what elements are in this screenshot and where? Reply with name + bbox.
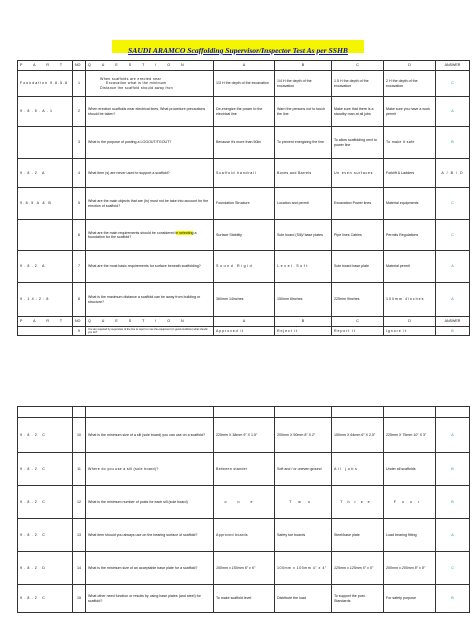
part-cell: 9.8.2 C: [18, 453, 73, 486]
option-c: Excavation Power lines: [332, 188, 384, 220]
option-c: 150mm X 64mm 6" X 2.5": [332, 418, 384, 453]
option-d: Forklift & Ladders: [384, 159, 436, 188]
header-a: A: [214, 317, 275, 327]
part-cell: 9.8.2 A: [18, 159, 73, 188]
option-c: Pipe lines Cables: [332, 220, 384, 251]
question-line: Excavation what is the minimum: [106, 81, 167, 86]
number-cell: 4: [73, 159, 86, 188]
part-cell: 9.8.5 A & B: [18, 188, 73, 220]
number-cell: 11: [73, 453, 86, 486]
answer-cell: B: [436, 486, 470, 519]
header-no: NO: [73, 317, 86, 327]
header-c: C: [332, 61, 384, 71]
question-text: a foundation for the scaffold?: [88, 230, 197, 239]
table-row: [18, 188, 470, 220]
number-cell: 12: [73, 486, 86, 519]
header-no: NO: [73, 61, 86, 71]
number-cell: 7: [73, 251, 86, 283]
option-d: 200mm x 200mm 8" x 8": [384, 552, 436, 585]
part-cell: 9.8.2 C: [18, 585, 73, 613]
option-a: To make scaffold level: [214, 585, 275, 613]
answer-cell: C: [436, 220, 470, 251]
option-c: Make sure that there is a standby man at all jobs: [332, 97, 384, 127]
answer-cell: A: [436, 251, 470, 283]
part-cell: 9.14.2.8: [18, 283, 73, 317]
option-d: Load bearing fitting: [384, 519, 436, 552]
question-cell: What is the maximum distance a scaffold can be away from building or structure?: [86, 283, 214, 317]
option-b: Boxes and Barrels: [275, 159, 332, 188]
table-row: [18, 585, 470, 613]
document-title: SAUDI ARAMCO Scaffolding Supervisor/Inspector Test As per SSHB: [128, 46, 348, 55]
question-cell: What item (s) are never used to support a scaffold?: [86, 159, 214, 188]
question-cell: What is the purpose of posting a LOGOUT/TGOUT?: [86, 127, 214, 159]
number-cell: 6: [73, 220, 86, 251]
option-b: Two: [275, 486, 332, 519]
answer-cell: B: [436, 127, 470, 159]
table-header-row: [18, 61, 470, 71]
question-cell: What is the minimum size of an acceptable base plate for a scaffold?: [86, 552, 214, 585]
question-cell: What is the minimum number of posts for each sill (sole board): [86, 486, 214, 519]
option-a: Sound Rigid: [214, 251, 275, 283]
header-part: P A R T: [18, 61, 73, 71]
option-b: Sole board (Sill)/ base plates: [275, 220, 332, 251]
blank-row: [18, 407, 470, 418]
number-cell: 1: [73, 71, 86, 97]
number-cell: 10: [73, 418, 86, 453]
question-cell: What are the main objects that are (Is) must not be take into account for the erection of scaffold?: [86, 188, 214, 220]
question-line: When scaffolds are erected near: [100, 77, 162, 82]
header-c: C: [332, 317, 384, 327]
header-answer: ANSWER: [436, 317, 470, 327]
header-b: B: [275, 61, 332, 71]
question-cell: [86, 220, 214, 251]
option-c: 125mm x 125mm 5" x 5": [332, 552, 384, 585]
part-cell: [18, 127, 73, 159]
header-question: Q U E S T I O N: [86, 61, 214, 71]
option-d: Ignore it: [384, 327, 436, 336]
part-cell: 9.8.2 C: [18, 418, 73, 453]
question-cell: When erection scaffolds near electrical lines, What procedure precautions should be taken?: [86, 97, 214, 127]
option-b: Safety toe boards: [275, 519, 332, 552]
option-b: To prevent energizing the line: [275, 127, 332, 159]
option-c: Steel/base plate: [332, 519, 384, 552]
question-cell: What other need function or results by using base plates (and steel) for scaffold?: [86, 585, 214, 613]
option-d: To make it safe: [384, 127, 436, 159]
table-row: [18, 283, 470, 317]
option-d: 225mm X 75mm 10" X 3": [384, 418, 436, 453]
option-c: 225mm 9inches: [332, 283, 384, 317]
table-row: [18, 327, 470, 336]
option-a: Scaffold handrail: [214, 159, 275, 188]
option-a: 225mm X 38mm 9" X 1.5": [214, 418, 275, 453]
option-d: Material equipments: [384, 188, 436, 220]
number-cell: 14: [73, 552, 86, 585]
answer-cell: A: [436, 418, 470, 453]
option-a: 150mm x 150mm 6" x 6": [214, 552, 275, 585]
option-d: Material permit: [384, 251, 436, 283]
answer-cell: B: [436, 585, 470, 613]
question-cell: Where do you use a sill (sole board)?: [86, 453, 214, 486]
table-row: [18, 220, 470, 251]
answer-cell: A / B / D: [436, 159, 470, 188]
number-cell: 5: [73, 188, 86, 220]
option-b: Location and permit: [275, 188, 332, 220]
question-cell: What is the minimum size of a sill (sole board) you can use on a scaffold?: [86, 418, 214, 453]
table-row: [18, 418, 470, 453]
option-a: Approved boards: [214, 519, 275, 552]
question-text: What are the main requirements should be considered: [88, 230, 175, 235]
part-cell: 9.8.2 C: [18, 486, 73, 519]
part-cell: 9.8.5.A.1: [18, 97, 73, 127]
option-c: Sole board base plate: [332, 251, 384, 283]
answer-cell: C: [436, 188, 470, 220]
option-a: Surface Stability: [214, 220, 275, 251]
question-table-2: [17, 406, 470, 613]
header-answer: ANSWER: [436, 61, 470, 71]
option-b: Distribute the load: [275, 585, 332, 613]
part-cell: 9.8.2 C: [18, 519, 73, 552]
answer-cell: B: [436, 453, 470, 486]
option-b: 150mm 6inches: [275, 283, 332, 317]
option-c: To support the post. Standards: [332, 585, 384, 613]
document-title-banner: [112, 40, 364, 53]
question-cell: You are required by supervisor of the line to report or use the equipment (in good condition) what should you do?: [86, 327, 214, 336]
table-row: [18, 519, 470, 552]
part-cell: Foundation 9.8.5.8: [18, 71, 73, 97]
option-b: Warn the persons not to touch the line: [275, 97, 332, 127]
table-row: [18, 453, 470, 486]
option-d: For safety purpose: [384, 585, 436, 613]
option-a: Approved it: [214, 327, 275, 336]
option-b: Level Soft: [275, 251, 332, 283]
question-cell: What item should you always use on the bearing surface of scaffold?: [86, 519, 214, 552]
option-b: 1/4 H the depth of the excavation: [275, 71, 332, 97]
number-cell: 13: [73, 519, 86, 552]
number-cell: 8: [73, 283, 86, 317]
option-b: Reject it: [275, 327, 332, 336]
option-a: De-energize the power to the electrical line: [214, 97, 275, 127]
option-a: Because it's more than 50kv: [214, 127, 275, 159]
option-c: Un even surfaces: [332, 159, 384, 188]
option-d: Permits Regulations: [384, 220, 436, 251]
option-a: Foundation Structure: [214, 188, 275, 220]
option-d: 100mm 4inches: [384, 283, 436, 317]
header-d: D: [384, 61, 436, 71]
option-a: 1/3 H the depth of the excavation: [214, 71, 275, 97]
option-c: To allow scaffolding next to power line: [332, 127, 384, 159]
table-row: [18, 71, 470, 97]
answer-cell: A: [436, 519, 470, 552]
answer-cell: B: [436, 327, 470, 336]
header-part: P A R T: [18, 317, 73, 327]
header-b: B: [275, 317, 332, 327]
option-d: Four: [384, 486, 436, 519]
part-cell: [18, 220, 73, 251]
table-row: [18, 552, 470, 585]
answer-cell: C: [436, 71, 470, 97]
question-line: Distance the scaffold should away fron: [100, 85, 173, 90]
question-cell: [86, 71, 214, 97]
option-a: Between stander: [214, 453, 275, 486]
option-a: one: [214, 486, 275, 519]
question-table-1: [17, 60, 470, 336]
question-cell: What are the most basic requirements for surface beneath scaffolding?: [86, 251, 214, 283]
answer-cell: A: [436, 97, 470, 127]
option-b: Soft and / or uneven ground: [275, 453, 332, 486]
table-header-row: [18, 317, 470, 327]
table-row: [18, 159, 470, 188]
table-row: [18, 486, 470, 519]
part-cell: 9.8.2 A: [18, 251, 73, 283]
option-c: All jobs: [332, 453, 384, 486]
option-d: Make sure you have a work permit: [384, 97, 436, 127]
number-cell: 9: [73, 327, 86, 336]
answer-cell: A: [436, 283, 470, 317]
table-row: [18, 251, 470, 283]
part-cell: 9.8.2 D: [18, 552, 73, 585]
option-b: 200mm X 50mm 8" X 2": [275, 418, 332, 453]
answer-cell: C: [436, 552, 470, 585]
option-c: Three: [332, 486, 384, 519]
table-row: [18, 97, 470, 127]
number-cell: 15: [73, 585, 86, 613]
option-d: Under all scaffolds: [384, 453, 436, 486]
part-cell: [18, 327, 73, 336]
option-d: 2 H the depth of the excavation: [384, 71, 436, 97]
table-row: [18, 127, 470, 159]
header-question: Q U E S T I O N: [86, 317, 214, 327]
header-a: A: [214, 61, 275, 71]
option-a: 360mm 14inches: [214, 283, 275, 317]
number-cell: 2: [73, 97, 86, 127]
header-d: D: [384, 317, 436, 327]
option-c: 1.5 H the depth of the excavation: [332, 71, 384, 97]
highlighted-text: in selecting: [175, 230, 194, 235]
option-b: 100mm x 100mm 4" x 4": [275, 552, 332, 585]
option-c: Report it: [332, 327, 384, 336]
number-cell: 3: [73, 127, 86, 159]
